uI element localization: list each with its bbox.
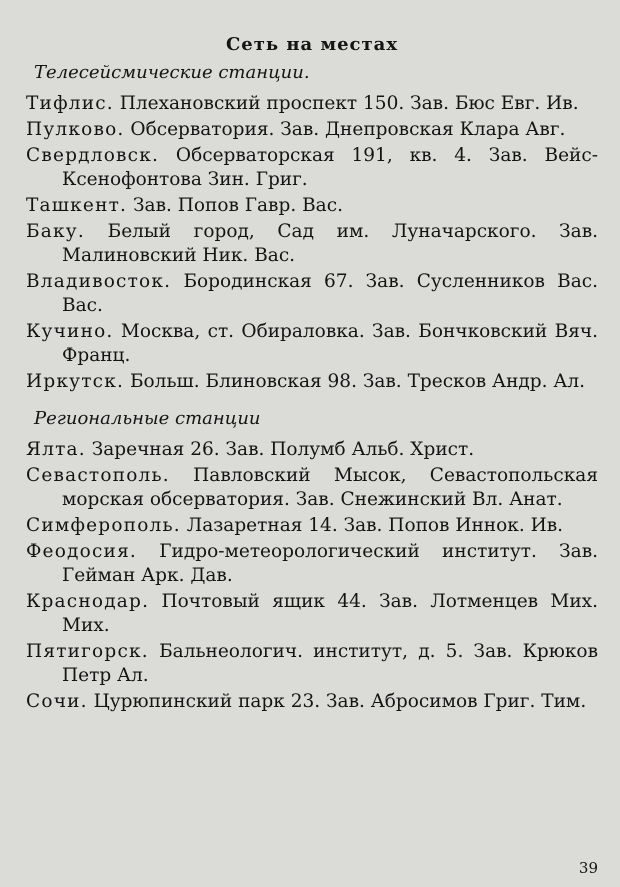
station-entry (26, 92, 598, 116)
station-entry (26, 118, 598, 142)
station-city: Сочи. (26, 691, 88, 712)
station-city: Ташкент. (26, 195, 128, 216)
station-entry (26, 690, 598, 714)
station-entry (26, 144, 598, 192)
station-details: Обсерватория. Зав. Днепровская Клара Авг. (130, 119, 566, 140)
station-city: Пулково. (26, 119, 125, 140)
station-entry (26, 590, 598, 638)
station-entry (26, 640, 598, 688)
station-details: Заречная 26. Зав. Полумб Альб. Христ. (91, 439, 475, 460)
station-city: Ялта. (26, 439, 86, 460)
station-details: Белый город, Сад им. Луначарского. Зав. Малиновский Ник. Вас. (62, 221, 598, 266)
page-heading: Сеть на местах (225, 34, 399, 55)
station-details: Гидро-метеорологический институт. Зав. Гейман Арк. Дав. (62, 541, 598, 586)
station-details: Зав. Попов Гавр. Вас. (133, 195, 343, 216)
station-details: Бальнеологич. институт, д. 5. Зав. Крюков Петр Ал. (62, 641, 598, 686)
station-city: Севастополь. (26, 465, 170, 486)
station-city: Пятигорск. (26, 641, 149, 662)
station-city: Баку. (26, 221, 85, 242)
station-details: Обсерваторская 191, кв. 4. Зав. Вейс-Ксенофонтова Зин. Григ. (62, 145, 598, 190)
station-details: Москва, ст. Обираловка. Зав. Бончковский Вяч. Франц. (62, 321, 599, 366)
station-entry (26, 464, 598, 512)
station-entry (26, 270, 598, 318)
station-city: Симферополь. (26, 515, 181, 536)
station-city: Тифлис. (26, 93, 114, 114)
page-number: 39 (578, 859, 598, 877)
station-city: Феодосия. (26, 541, 138, 562)
station-city: Владивосток. (26, 271, 172, 292)
station-city: Кучино. (26, 321, 114, 342)
station-details: Больш. Блиновская 98. Зав. Тресков Андр. Ал. (129, 371, 586, 392)
section-heading-teleseismic: Телесейсмические станции. (34, 62, 310, 83)
station-details: Павловский Мысок, Севастопольская морская обсерватория. Зав. Снежинский Вл. Анат. (62, 465, 598, 510)
station-details: Бородинская 67. Зав. Сусленников Вас. Вас. (62, 271, 598, 316)
station-details: Плехановский проспект 150. Зав. Бюс Евг. Ив. (119, 93, 579, 114)
station-details: Лазаретная 14. Зав. Попов Иннок. Ив. (186, 515, 564, 536)
station-entry (26, 540, 598, 588)
station-details: Цурюпинский парк 23. Зав. Абросимов Григ. Тим. (93, 691, 587, 712)
station-details: Почтовый ящик 44. Зав. Лотменцев Мих. Мих. (62, 591, 598, 636)
station-city: Свердловск. (26, 145, 160, 166)
station-entry (26, 370, 598, 394)
station-entry (26, 320, 598, 368)
station-city: Краснодар. (26, 591, 150, 612)
station-entry (26, 194, 598, 218)
station-city: Иркутск. (26, 371, 125, 392)
station-entry (26, 438, 598, 462)
section-heading-regional: Региональные станции (34, 408, 261, 429)
station-entry (26, 514, 598, 538)
station-entry (26, 220, 598, 268)
